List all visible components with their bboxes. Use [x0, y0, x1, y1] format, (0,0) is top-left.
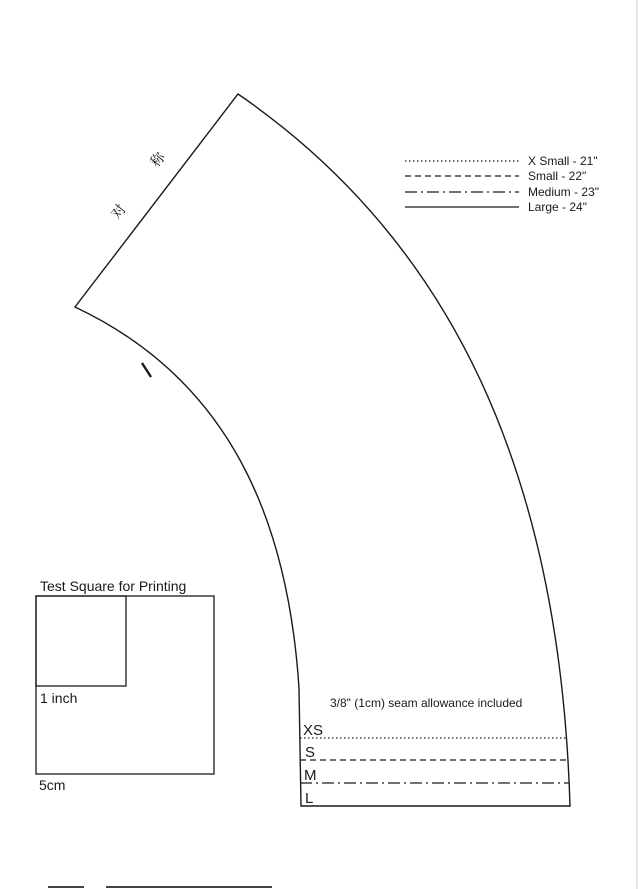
fold-mark-char-2: 称	[147, 149, 169, 171]
test-square-cm-label: 5cm	[39, 777, 66, 793]
seam-allowance-note: 3/8" (1cm) seam allowance included	[330, 696, 523, 710]
size-label-m: M	[304, 767, 317, 784]
test-square-1inch-box	[36, 596, 126, 686]
test-square-title: Test Square for Printing	[40, 578, 187, 594]
legend-label-medium: Medium - 23"	[528, 185, 599, 199]
fold-notch	[142, 363, 151, 377]
legend-label-small: Small - 22"	[528, 169, 587, 183]
test-square-inch-label: 1 inch	[40, 690, 78, 706]
test-square-5cm-box	[36, 596, 214, 774]
legend-label-xsmall: X Small - 21"	[528, 154, 598, 168]
size-label-s: S	[305, 744, 316, 761]
fold-mark-char-1: 对	[108, 201, 130, 223]
size-label-l: L	[305, 790, 314, 807]
size-label-xs: XS	[303, 722, 324, 739]
legend-label-large: Large - 24"	[528, 200, 587, 214]
size-legend	[405, 154, 599, 214]
test-square	[36, 578, 214, 793]
